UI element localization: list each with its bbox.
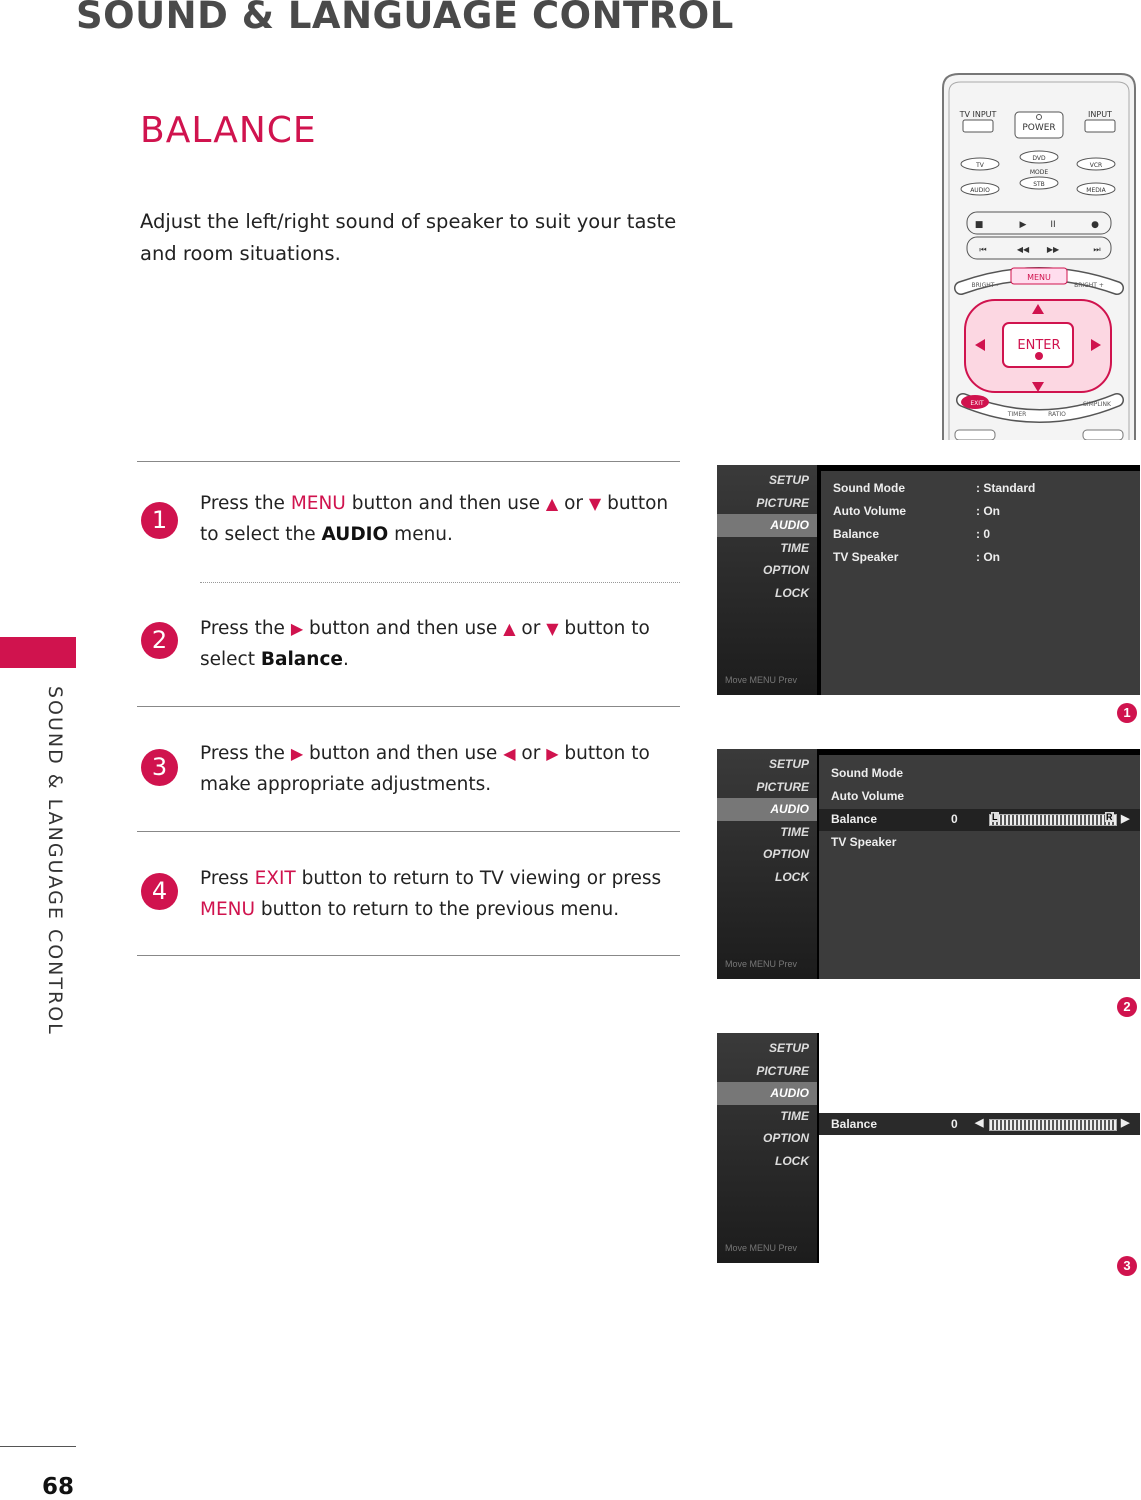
osd-menu-item-lock: LOCK — [775, 585, 809, 600]
osd-row-label: Auto Volume — [833, 504, 907, 518]
step-text: button and then use — [345, 493, 546, 514]
remote-media-label: MEDIA — [1086, 187, 1106, 194]
dotted-divider — [200, 582, 680, 583]
osd-row-label: TV Speaker — [831, 835, 897, 849]
step-4-text — [200, 863, 680, 925]
sidebar-chapter-label: SOUND & LANGUAGE CONTROL — [44, 686, 66, 1036]
balance-label: Balance — [260, 649, 343, 670]
balance-left-label: L — [992, 812, 998, 822]
step-text: button to return to the previous menu. — [255, 899, 620, 920]
step-text: menu. — [388, 524, 453, 545]
balance-value: 0 — [951, 812, 958, 826]
svg-text:II: II — [1050, 220, 1056, 230]
step-text: button to return to TV viewing or press — [295, 868, 662, 889]
step-3-text — [200, 738, 680, 800]
step-number-4: 4 — [141, 873, 178, 910]
remote-dvd-label: DVD — [1032, 155, 1046, 162]
osd-menu-item-setup: SETUP — [768, 473, 809, 487]
remote-audio-label: AUDIO — [970, 187, 990, 194]
osd-screen-3 — [717, 1033, 819, 1263]
down-arrow-icon: ▼ — [546, 619, 559, 638]
osd-screen-1 — [717, 465, 1140, 695]
osd-row-label: Balance — [831, 812, 878, 826]
osd-audio-panel — [821, 471, 1140, 695]
svg-text:⏮: ⏮ — [979, 245, 987, 254]
divider — [137, 461, 680, 462]
left-arrow-icon: ◀ — [503, 744, 516, 763]
step-text: Press — [200, 868, 255, 889]
remote-enter-label: ENTER — [1017, 338, 1061, 353]
up-arrow-icon: ▲ — [503, 619, 516, 638]
menu-key-label: MENU — [200, 899, 256, 920]
step-text: or — [558, 493, 589, 514]
exit-key-label: EXIT — [254, 868, 296, 889]
step-number-2: 2 — [141, 622, 178, 659]
right-arrow-icon: ▶ — [290, 619, 304, 638]
intro-text: Adjust the left/right sound of speaker to suit your taste and room situations. — [140, 210, 677, 265]
step-text: button to select the — [200, 493, 669, 545]
remote-vcr-label: VCR — [1089, 162, 1103, 169]
balance-label: Balance — [831, 1117, 878, 1131]
step-text: button to select — [200, 618, 650, 670]
osd-menu-item-time: TIME — [780, 824, 809, 839]
step-text: button to make appropriate adjustments. — [200, 743, 650, 795]
balance-adjust-bar — [819, 1113, 1140, 1135]
osd-menu-item-option: OPTION — [762, 847, 809, 861]
remote-timer-label: TIMER — [1007, 411, 1027, 418]
osd-menu-item-time: TIME — [780, 540, 809, 555]
osd-menu-item-picture: PICTURE — [756, 495, 809, 510]
osd-row-value: : Standard — [976, 481, 1036, 495]
chapter-title: SOUND & LANGUAGE CONTROL — [76, 0, 734, 37]
divider — [137, 706, 680, 707]
osd-menu-column — [717, 749, 817, 979]
remote-tv-label: TV — [976, 162, 984, 169]
svg-text:●: ● — [1091, 220, 1099, 230]
osd-row-value: : 0 — [976, 527, 991, 541]
balance-slider — [989, 1119, 1117, 1131]
svg-text:◀◀: ◀◀ — [1016, 245, 1030, 254]
right-arrow-icon: ▶ — [1121, 813, 1130, 825]
osd-row-label: TV Speaker — [833, 550, 899, 564]
osd-menu-item-lock: LOCK — [775, 869, 809, 884]
remote-tv-input-label: TV INPUT — [959, 110, 997, 119]
audio-label: AUDIO — [321, 524, 389, 545]
osd-menu-item-picture: PICTURE — [756, 1063, 809, 1078]
osd-footer-hint: Move MENU Prev — [725, 675, 798, 685]
step-text: or — [515, 743, 547, 764]
left-arrow-icon: ◀ — [975, 1117, 984, 1129]
step-number-3: 3 — [141, 749, 178, 786]
balance-right-label: R — [1106, 812, 1113, 822]
osd-footer-hint: Move MENU Prev — [725, 959, 798, 969]
step-number-1: 1 — [141, 502, 178, 539]
menu-key-label: MENU — [290, 493, 346, 514]
step-text: button and then use — [303, 743, 504, 764]
step-text: button and then use — [303, 618, 504, 639]
osd-row-value: : On — [976, 504, 1000, 518]
osd-menu-item-option: OPTION — [762, 563, 809, 577]
page-number: 68 — [42, 1474, 75, 1500]
step-text: or — [515, 618, 547, 639]
osd-menu-item-setup: SETUP — [768, 757, 809, 771]
osd-menu-item-picture: PICTURE — [756, 779, 809, 794]
right-arrow-icon: ▶ — [546, 744, 559, 763]
osd-row-label: Sound Mode — [831, 766, 903, 780]
remote-power-label: POWER — [1022, 123, 1056, 133]
osd-audio-panel — [819, 755, 1140, 979]
step-text: Press the — [200, 618, 291, 639]
osd-menu-item-option: OPTION — [762, 1131, 809, 1145]
remote-exit-label: EXIT — [970, 400, 984, 407]
osd-menu-item-lock: LOCK — [775, 1153, 809, 1168]
osd-row-label: Auto Volume — [831, 789, 905, 803]
remote-simplink-label: SIMPLINK — [1083, 401, 1111, 408]
osd-menu-item-audio: AUDIO — [717, 798, 817, 821]
remote-bright-minus-label: BRIGHT - — [971, 282, 999, 289]
remote-input-label: INPUT — [1088, 110, 1112, 119]
footer-rule — [0, 1446, 76, 1447]
remote-stb-label: STB — [1033, 181, 1045, 188]
osd-menu-item-setup: SETUP — [768, 1041, 809, 1055]
balance-value: 0 — [951, 1117, 958, 1131]
step-text: . — [342, 649, 349, 670]
divider — [137, 831, 680, 832]
step-1-text — [200, 488, 680, 550]
svg-text:■: ■ — [974, 220, 984, 230]
remote-control-illustration — [935, 68, 1141, 440]
up-arrow-icon: ▲ — [545, 494, 559, 513]
svg-text:▶: ▶ — [1019, 220, 1027, 230]
osd-menu-item-audio: AUDIO — [717, 1082, 817, 1105]
osd-menu-item-audio: AUDIO — [717, 514, 817, 537]
remote-menu-label: MENU — [1027, 273, 1051, 282]
step-text: Press the — [200, 493, 291, 514]
right-arrow-icon: ▶ — [290, 744, 304, 763]
section-title: BALANCE — [140, 110, 317, 151]
divider — [137, 955, 680, 956]
osd-menu-column — [717, 465, 817, 695]
osd-row-label: Balance — [833, 527, 880, 541]
down-arrow-icon: ▼ — [588, 494, 602, 513]
balance-slider — [989, 814, 1117, 826]
screen-marker-2: 2 — [1117, 997, 1137, 1017]
sidebar-accent-bar — [0, 637, 76, 668]
osd-screen-2 — [717, 749, 1140, 979]
screen-marker-3: 3 — [1117, 1256, 1137, 1276]
step-text: Press the — [200, 743, 291, 764]
screen-marker-1: 1 — [1117, 703, 1137, 723]
svg-text:▶▶: ▶▶ — [1046, 245, 1060, 254]
svg-text:⏭: ⏭ — [1093, 245, 1101, 254]
step-2-text — [200, 613, 680, 675]
osd-row-label: Sound Mode — [833, 481, 905, 495]
remote-bright-plus-label: BRIGHT + — [1074, 282, 1104, 289]
remote-ratio-label: RATIO — [1048, 411, 1066, 418]
osd-row-value: : On — [976, 550, 1000, 564]
remote-mode-label: MODE — [1029, 169, 1049, 176]
osd-menu-column — [717, 1033, 817, 1263]
osd-menu-item-time: TIME — [780, 1108, 809, 1123]
right-arrow-icon: ▶ — [1121, 1117, 1130, 1129]
osd-footer-hint: Move MENU Prev — [725, 1243, 798, 1253]
